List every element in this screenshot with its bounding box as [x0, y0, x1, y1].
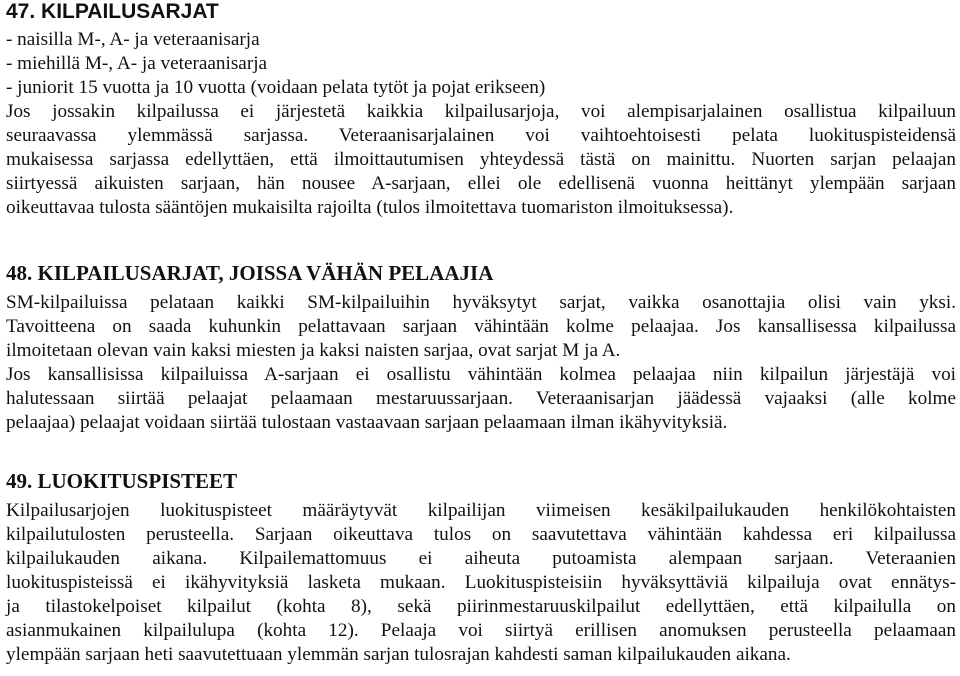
section-47-line: Jos jossakin kilpailussa ei järjestetä kaikkia kilpailusarjoja, voi alempisarjalainen osallistua kilpailuun: [6, 101, 956, 122]
section-48-heading: 48. KILPAILUSARJAT, JOISSA VÄHÄN PELAAJIA: [6, 261, 494, 285]
section-49-line: asianmukainen kilpailulupa (kohta 12). Pelaaja voi siirtyä erillisen anomuksen perusteella pelaamaan: [6, 620, 956, 641]
section-48-line: ilmoitetaan olevan vain kaksi miesten ja kaksi naisten sarjaa, ovat sarjat M ja A.: [6, 340, 621, 361]
section-47-line: mukaisessa sarjassa edellyttäen, että ilmoittautumisen yhteydessä tästä on mainittu. Nuorten sarjan pelaajan: [6, 149, 956, 170]
section-49-heading: 49. LUOKITUSPISTEET: [6, 469, 238, 493]
section-48-line: pelaajaa) pelaajat voidaan siirtää tulostaan vastaavaan sarjaan pelaamaan ilman ikähyvityksiä.: [6, 412, 728, 433]
section-47-line: - naisilla M-, A- ja veteraanisarja: [6, 29, 260, 50]
section-47-line: - juniorit 15 vuotta ja 10 vuotta (voidaan pelata tytöt ja pojat erikseen): [6, 77, 546, 98]
section-49-line: Kilpailusarjojen luokituspisteet määräytyvät kilpailijan viimeisen kesäkilpailukauden henkilökohtaisten: [6, 500, 956, 521]
section-49-line: kilpailukauden aikana. Kilpailemattomuus ei aiheuta putoamista alempaan sarjaan. Veteraanien: [6, 548, 956, 569]
section-48-line: Tavoitteena on saada kuhunkin pelattavaan sarjaan vähintään kolme pelaajaa. Jos kansallisessa kilpailussa: [6, 316, 956, 337]
section-48-line: Jos kansallisissa kilpailuissa A-sarjaan ei osallistu vähintään kolmea pelaajaa niin kilpailun järjestäjä voi: [6, 364, 956, 385]
section-49-line: kilpailutulosten perusteella. Sarjaan oikeuttava tulos on saavutettava vähintään kahdessa eri kilpailussa: [6, 524, 956, 545]
section-48-line: halutessaan siirtää pelaajat pelaamaan mestaruussarjaan. Veteraanisarjan jäädessä vajaaksi (alle kolme: [6, 388, 956, 409]
section-49-line: ja tilastokelpoiset kilpailut (kohta 8), sekä piirinmestaruuskilpailut edellyttäen, että kilpailulla on: [6, 596, 956, 617]
section-47-line: - miehillä M-, A- ja veteraanisarja: [6, 53, 268, 74]
section-48-line: SM-kilpailuissa pelataan kaikki SM-kilpailuihin hyväksytyt sarjat, vaikka osanottajia olisi vain yksi.: [6, 292, 956, 313]
section-47-line: seuraavassa ylemmässä sarjassa. Veteraanisarjalainen voi vaihtoehtoisesti pelata luokituspisteidensä: [6, 125, 956, 146]
section-49-line: luokituspisteissä ei ikähyvityksiä lasketa mukaan. Luokituspisteisiin hyväksyttäviä kilpailuja ovat ennätys-: [6, 572, 956, 593]
section-47-line: siirtyessä aikuisten sarjaan, hän nousee A-sarjaan, ellei ole edellisenä vuonna heittänyt ylempään sarjaan: [6, 173, 956, 194]
section-47-line: oikeuttavaa tulosta sääntöjen mukaisilta rajoilta (tulos ilmoitettava tuomariston ilmoituksessa).: [6, 197, 734, 218]
section-47-heading: 47. KILPAILUSARJAT: [6, 0, 219, 23]
section-49-line: ylempään sarjaan heti saavutettuaan ylemmän sarjan tulosrajan kahdesti saman kilpailukauden aikana.: [6, 644, 791, 665]
